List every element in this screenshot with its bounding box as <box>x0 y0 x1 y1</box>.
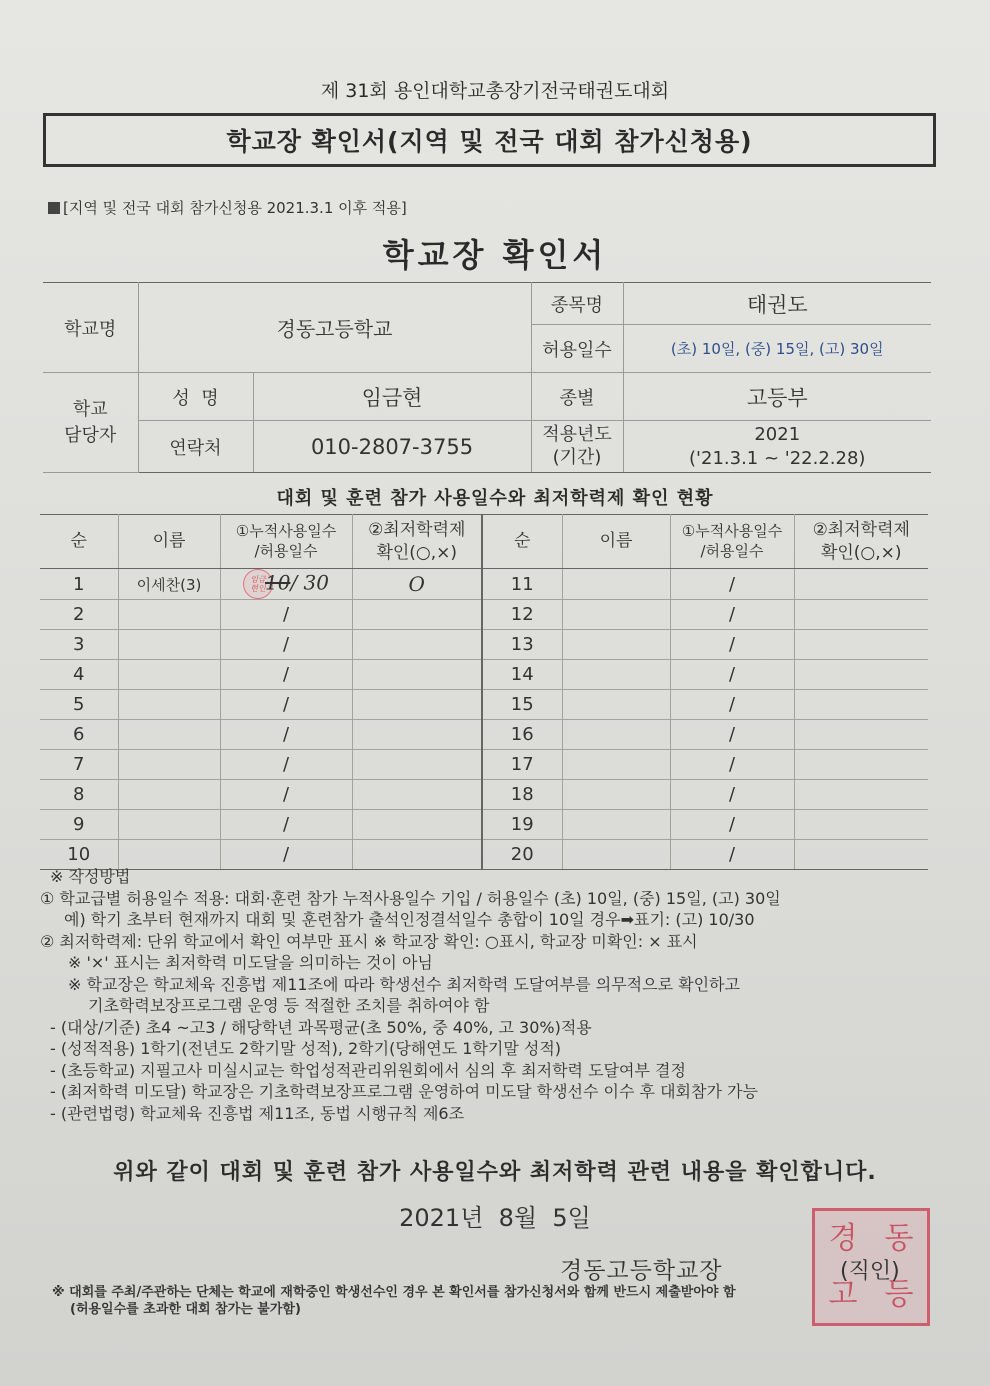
row-number: 15 <box>482 690 562 720</box>
days-cell: / <box>220 720 352 750</box>
min-check <box>794 810 928 840</box>
instruction-line: 기초학력보장프로그램 운영 등 적절한 조치를 취하여야 함 <box>88 996 490 1015</box>
days-slash: / <box>290 570 298 595</box>
student-name <box>118 750 220 780</box>
seal-char: 경 <box>828 1221 858 1256</box>
student-name <box>562 720 670 750</box>
min-check <box>794 720 928 750</box>
min-check <box>794 569 928 600</box>
col-min-right-1: ②최저학력제 <box>812 520 910 541</box>
date-month: 8월 <box>498 1204 538 1232</box>
days-cell: / <box>220 600 352 630</box>
table-row <box>40 840 928 870</box>
col-days-left <box>220 515 352 569</box>
min-check <box>352 810 482 840</box>
student-name <box>118 630 220 660</box>
allowed-days-value: (초) 10일, (중) 15일, (고) 30일 <box>623 325 931 373</box>
col-days-right <box>670 515 794 569</box>
instruction-line: ① 학교급별 허용일수 적용: 대회·훈련 참가 누적사용일수 기입 / 허용일수 (초) 10일, (중) 15일, (고) 30일 <box>40 888 781 908</box>
min-check <box>794 630 928 660</box>
instruction-line: 예) 학기 초부터 현재까지 대회 및 훈련참가 출석인정결석일수 총합이 10일 경우➡표기: (고) 10/30 <box>64 910 755 929</box>
table-row <box>40 660 928 690</box>
days-cell: / <box>670 600 794 630</box>
application-note <box>48 197 407 218</box>
instruction-line: - (성적적용) 1학기(전년도 2학기말 성적), 2학기(당해연도 1학기말 성적) <box>50 1039 562 1058</box>
col-no-right: 순 <box>482 515 562 569</box>
min-check <box>794 840 928 870</box>
days-cell: / <box>220 750 352 780</box>
student-name <box>562 780 670 810</box>
days-cell: / <box>670 840 794 870</box>
division-value: 고등부 <box>623 373 931 421</box>
instruction-line: - (대상/기준) 초4 ~고3 / 해당학년 과목평균(초 50%, 중 40%, 고 30%)적용 <box>50 1017 592 1037</box>
date-year: 2021년 <box>399 1204 484 1232</box>
row-number: 20 <box>482 840 562 870</box>
min-check <box>352 750 482 780</box>
col-days-right-2: /허용일수 <box>700 541 764 560</box>
student-name <box>118 810 220 840</box>
contact-label: 연락처 <box>138 421 253 473</box>
name-label: 성 명 <box>138 373 253 421</box>
col-days-right-1: ①누적사용일수 <box>681 522 783 540</box>
principal-name: 경동고등학교장 <box>560 1258 723 1284</box>
min-check <box>352 840 482 870</box>
table-row <box>40 720 928 750</box>
days-cell: / <box>670 750 794 780</box>
row-number: 18 <box>482 780 562 810</box>
event-label: 종목명 <box>531 283 623 325</box>
row-number: 13 <box>482 630 562 660</box>
min-check <box>794 690 928 720</box>
event-value: 태권도 <box>623 283 931 325</box>
status-title: 대회 및 훈련 참가 사용일수와 최저학력제 확인 현황 <box>276 488 714 509</box>
student-name: 이세찬(3) <box>118 569 220 600</box>
min-check <box>352 630 482 660</box>
student-name <box>118 690 220 720</box>
row-number: 8 <box>40 780 118 810</box>
footer-line: ※ 대회를 주최/주관하는 단체는 학교에 재학중인 학생선수인 경우 본 확인서를 참가신청서와 함께 반드시 제출받아야 함 <box>52 1285 736 1300</box>
days-used: 10 <box>264 570 291 595</box>
student-name <box>118 720 220 750</box>
table-row <box>40 630 928 660</box>
year-cell <box>623 421 931 473</box>
division-label: 종별 <box>531 373 623 421</box>
instruction-line: - (관련법령) 학교체육 진흥법 제11조, 동법 시행규칙 제6조 <box>50 1103 465 1123</box>
days-cell: / <box>670 569 794 600</box>
row-number: 1 <box>40 569 118 600</box>
min-check <box>352 720 482 750</box>
main-title: 학교장 확인서 <box>382 236 608 274</box>
school-label: 학교명 <box>43 283 138 373</box>
row-number: 19 <box>482 810 562 840</box>
instruction-line: - (초등학교) 지필고사 미실시교는 학업성적관리위원회에서 심의 후 최저학력 도달여부 결정 <box>50 1060 686 1080</box>
instruction-line: ② 최저학력제: 단위 학교에서 확인 여부만 표시 ※ 학교장 확인: ○표시, 학교장 미확인: × 표시 <box>40 931 698 951</box>
min-check <box>794 660 928 690</box>
days-cell <box>220 569 352 600</box>
contact-value: 010-2807-3755 <box>253 421 531 473</box>
instruction-line: ※ '×' 표시는 최저학력 미도달을 의미하는 것이 아님 <box>68 953 433 972</box>
instruction-line: ※ 학교장은 학교체육 진흥법 제11조에 따라 학생선수 최저학력 도달여부를 의무적으로 확인하고 <box>68 974 740 994</box>
allowed-days-label: 허용일수 <box>531 325 623 373</box>
row-number: 3 <box>40 630 118 660</box>
days-cell: / <box>220 840 352 870</box>
date-day: 5일 <box>552 1204 591 1232</box>
student-name <box>118 780 220 810</box>
student-name <box>562 660 670 690</box>
confirmation-statement: 위와 같이 대회 및 훈련 참가 사용일수와 최저학력 관련 내용을 확인합니다. <box>113 1160 877 1185</box>
student-name <box>562 750 670 780</box>
days-cell: / <box>670 630 794 660</box>
instruction-line: - (최저학력 미도달) 학교장은 기초학력보장프로그램 운영하여 미도달 학생선수 이수 후 대회참가 가능 <box>50 1082 758 1101</box>
min-check: O <box>352 569 482 600</box>
instructions-heading: ※ 작성방법 <box>50 867 131 886</box>
usage-body <box>40 569 928 870</box>
table-row <box>40 600 928 630</box>
min-check <box>352 690 482 720</box>
col-min-right <box>794 515 928 569</box>
days-cell: / <box>220 810 352 840</box>
row-number: 6 <box>40 720 118 750</box>
student-name <box>562 840 670 870</box>
row-number: 9 <box>40 810 118 840</box>
school-value: 경동고등학교 <box>138 283 531 373</box>
min-check <box>352 780 482 810</box>
table-row <box>40 810 928 840</box>
application-note-text: [지역 및 전국 대회 참가신청용 2021.3.1 이후 적용] <box>63 199 407 217</box>
student-name <box>562 600 670 630</box>
student-name <box>562 690 670 720</box>
days-cell: / <box>670 660 794 690</box>
name-value: 임금현 <box>253 373 531 421</box>
student-name <box>118 660 220 690</box>
min-check <box>352 660 482 690</box>
col-name-left: 이름 <box>118 515 220 569</box>
manager-label: 학교 담당자 <box>43 373 138 473</box>
year-value: 2021 <box>754 424 801 446</box>
days-cell: / <box>220 630 352 660</box>
days-cell: / <box>670 780 794 810</box>
days-cell: / <box>670 720 794 750</box>
row-number: 11 <box>482 569 562 600</box>
days-cell: / <box>220 660 352 690</box>
table-row <box>40 690 928 720</box>
col-min-left-2: 확인(○,×) <box>376 542 458 563</box>
min-check <box>794 600 928 630</box>
table-row <box>40 780 928 810</box>
min-check <box>794 780 928 810</box>
year-period: ('21.3.1 ~ '22.2.28) <box>689 447 866 469</box>
days-cell: / <box>220 690 352 720</box>
min-check <box>794 750 928 780</box>
footer-line: (허용일수를 초과한 대회 참가는 불가함) <box>70 1302 301 1317</box>
min-check <box>352 600 482 630</box>
student-name <box>118 840 220 870</box>
seal-label: (직인) <box>840 1259 900 1284</box>
col-days-left-1: ①누적사용일수 <box>235 522 337 540</box>
student-name <box>118 600 220 630</box>
col-no-left: 순 <box>40 515 118 569</box>
info-table <box>43 282 931 473</box>
days-cell: / <box>220 780 352 810</box>
form-title-box: 학교장 확인서(지역 및 전국 대회 참가신청용) <box>43 113 936 167</box>
row-number: 12 <box>482 600 562 630</box>
year-label: 적용년도 (기간) <box>531 421 623 473</box>
days-cell: / <box>670 810 794 840</box>
row-number: 10 <box>40 840 118 870</box>
student-name <box>562 810 670 840</box>
seal-char: 등 <box>884 1277 914 1312</box>
days-cell: / <box>670 690 794 720</box>
row-number: 17 <box>482 750 562 780</box>
student-name <box>562 630 670 660</box>
table-row <box>40 569 928 600</box>
seal-char: 고 <box>828 1277 858 1312</box>
event-title: 제 31회 용인대학교총장기전국태권도대회 <box>320 80 670 102</box>
table-row <box>40 750 928 780</box>
col-name-right: 이름 <box>562 515 670 569</box>
student-name <box>562 569 670 600</box>
seal-char: 동 <box>884 1221 914 1256</box>
small-seal-icon: 임금 현인 <box>243 569 273 599</box>
row-number: 16 <box>482 720 562 750</box>
row-number: 5 <box>40 690 118 720</box>
row-number: 7 <box>40 750 118 780</box>
col-min-left <box>352 515 482 569</box>
row-number: 2 <box>40 600 118 630</box>
col-min-left-1: ②최저학력제 <box>368 520 466 541</box>
days-allowed: 30 <box>303 570 329 595</box>
usage-table <box>40 514 928 870</box>
bullet-square-icon <box>48 202 60 214</box>
row-number: 4 <box>40 660 118 690</box>
footer-note <box>52 1284 736 1318</box>
instructions <box>40 866 940 1124</box>
col-days-left-2: /허용일수 <box>254 541 318 560</box>
row-number: 14 <box>482 660 562 690</box>
col-min-right-2: 확인(○,×) <box>820 542 902 563</box>
